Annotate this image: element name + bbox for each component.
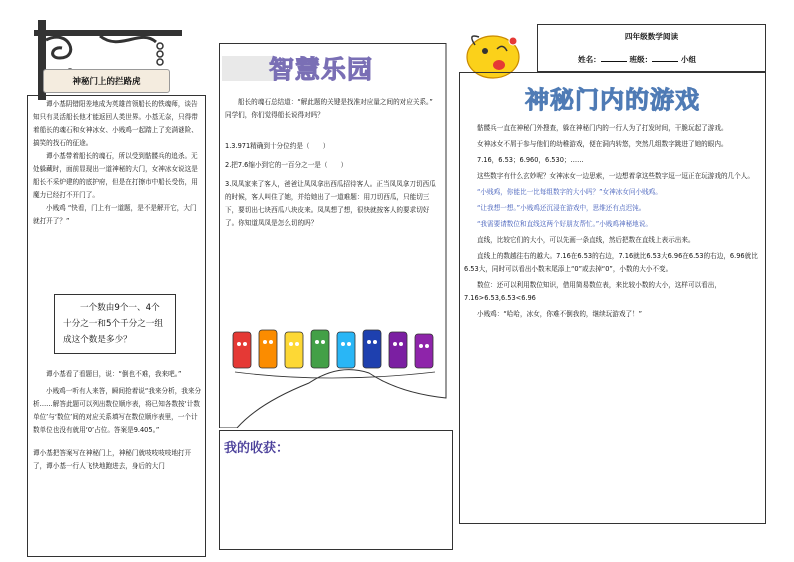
grade-title: 四年级数学阅读 xyxy=(624,32,679,41)
paragraph: 小贱鸡：“哈哈，冰女，你难不倒我的，继续玩游戏了！” xyxy=(477,310,643,318)
paragraph: 谭小基带着船长的魂石，所以受到骷髅兵的追杀。无处躲藏时，面前显现出一道神秘的大门，女神冰女说这是船长不采炉建的的底护府，但是在打擦市中船长受伤，用魔力已经打不开门了。 xyxy=(33,152,198,199)
paragraph: 数位：还可以利用数位知识，借用简易数位表，来比较小数的大小，这样可以看出，7.16>6.53,6.53<6.96 xyxy=(464,281,721,302)
paragraph: “我需要请数位和直线这两个好朋友帮忙。”小贱鸡神秘地说。 xyxy=(477,220,652,228)
paragraph: 直线，比较它们的大小，可以先画一条直线，然后把数在直线上表示出来。 xyxy=(477,236,695,244)
paragraph: 谭小基阴错阳差地成为英雄首领船长的铁魂师，谈告知只有灵活船长他才能返回人类世界。小基无奈，只得带着船长的魂石和女神冰女、小贱鸡一起踏上了充满谜险、搞笑的找石的征途。 xyxy=(33,100,198,147)
paragraph: “让我想一想。”小贱鸡还沉浸在游戏中，思维还有点迟钝。 xyxy=(477,204,646,212)
paragraph: 这些数字有什么玄妙呢？女神冰女一边思索，一边想着拿这些数字逗一逗正在玩游戏的几个人。 xyxy=(477,172,754,180)
middle-title: 智慧乐园 xyxy=(269,55,374,84)
paragraph: 谭小基把答案写在神秘门上，神秘门就吱吱吱吱地打开了，谭小基一行人飞快地跑进去，身后的大门 xyxy=(33,449,192,470)
student-info-fields xyxy=(578,54,696,65)
paragraph: 小贱鸡一听有人来答，瞬间抢着说“我来分析，我来分析……解答此题可以列出数位顺序表，将已知各数按‘计数单位’与‘数位’间的对应关系填写在数位顺序表里，一个计数单位也没有就用‘0’占位。答案是9.405。” xyxy=(33,387,202,434)
sign-arm xyxy=(34,30,182,36)
class-label: 班级： xyxy=(629,55,653,64)
name-field[interactable] xyxy=(601,61,627,62)
middle-text xyxy=(225,96,440,230)
paragraph: 船长的魂石总结道：“解此题的关键是找准对应量之间的对应关系。” xyxy=(238,98,433,106)
pencil xyxy=(337,332,355,368)
sign-title: 神秘门上的拦路虎 xyxy=(43,69,170,93)
pencil xyxy=(233,332,251,368)
title-shade xyxy=(222,56,274,81)
pencil xyxy=(259,330,277,368)
paragraph: 7.16，6.53；6.960，6.530；…… xyxy=(477,156,584,164)
paragraph: “小贱鸡，你能比一比每组数字的大小吗？”女神冰女问小贱鸡。 xyxy=(477,188,662,196)
group-label: 小组 xyxy=(680,55,697,64)
harvest-title: 我的收获： xyxy=(224,441,290,456)
paragraph: 小贱鸡 “快看，门上有一道题，是不是解开它，大门就打开了？” xyxy=(33,204,197,225)
scroll-ornament xyxy=(46,37,71,58)
left-story-bottom xyxy=(33,368,203,473)
question-1: 1.3.971精确到十分位约是（ ） xyxy=(225,142,330,150)
paragraph: 直线上的数越往右的越大。7.16在6.53的右边，7.16就比6.53大6.96在6.53的右边，6.96就比6.53大，同时可以看出小数末尾添上“0”或去掉“0”，小数的大小不变。 xyxy=(464,252,758,273)
pencils-illustration xyxy=(229,324,440,382)
scroll-ornament xyxy=(100,36,156,42)
pencil xyxy=(285,332,303,368)
left-story-top xyxy=(33,98,203,228)
right-story xyxy=(464,122,762,324)
pencil xyxy=(363,330,381,368)
question-3: 3.凤凤家来了客人，爸爸让凤凤拿出西瓜招待客人。正当凤凤拿刀切西瓜的时候，客人叫住了她，并给她出了一道难题：用刀切西瓜，只能切三下，要切出七块西瓜八块皮来。凤凤想了想，很快就按客人的要求切好了。你知道凤凤是怎么切的吗？ xyxy=(225,180,436,227)
class-field[interactable] xyxy=(652,61,678,62)
pencil xyxy=(389,332,407,368)
paragraph: 女神冰女不屑于参与他们的幼稚游戏，便在洞内转悠，突然几组数字跳进了她的眼内。 xyxy=(477,140,728,148)
paragraph: 同学们，你们觉得船长说得对吗？ xyxy=(225,111,324,119)
name-label: 姓名： xyxy=(578,55,601,64)
paragraph: 骷髅兵一直在神秘门外搜查，躲在神秘门内的一行人为了打发时间，干脆玩起了游戏。 xyxy=(477,124,728,132)
pencil xyxy=(415,334,433,368)
question-2: 2.把7.6缩小到它的一百分之一是（ ） xyxy=(225,161,348,169)
pencil xyxy=(311,330,329,368)
right-title: 神秘门内的游戏 xyxy=(525,86,700,114)
paragraph: 谭小基看了看题目，说：“倒也不难，我来吧。” xyxy=(46,370,182,378)
puzzle-box: 一个数由9个一、4个十分之一和5个千分之一组成这个数是多少？ xyxy=(54,294,176,354)
